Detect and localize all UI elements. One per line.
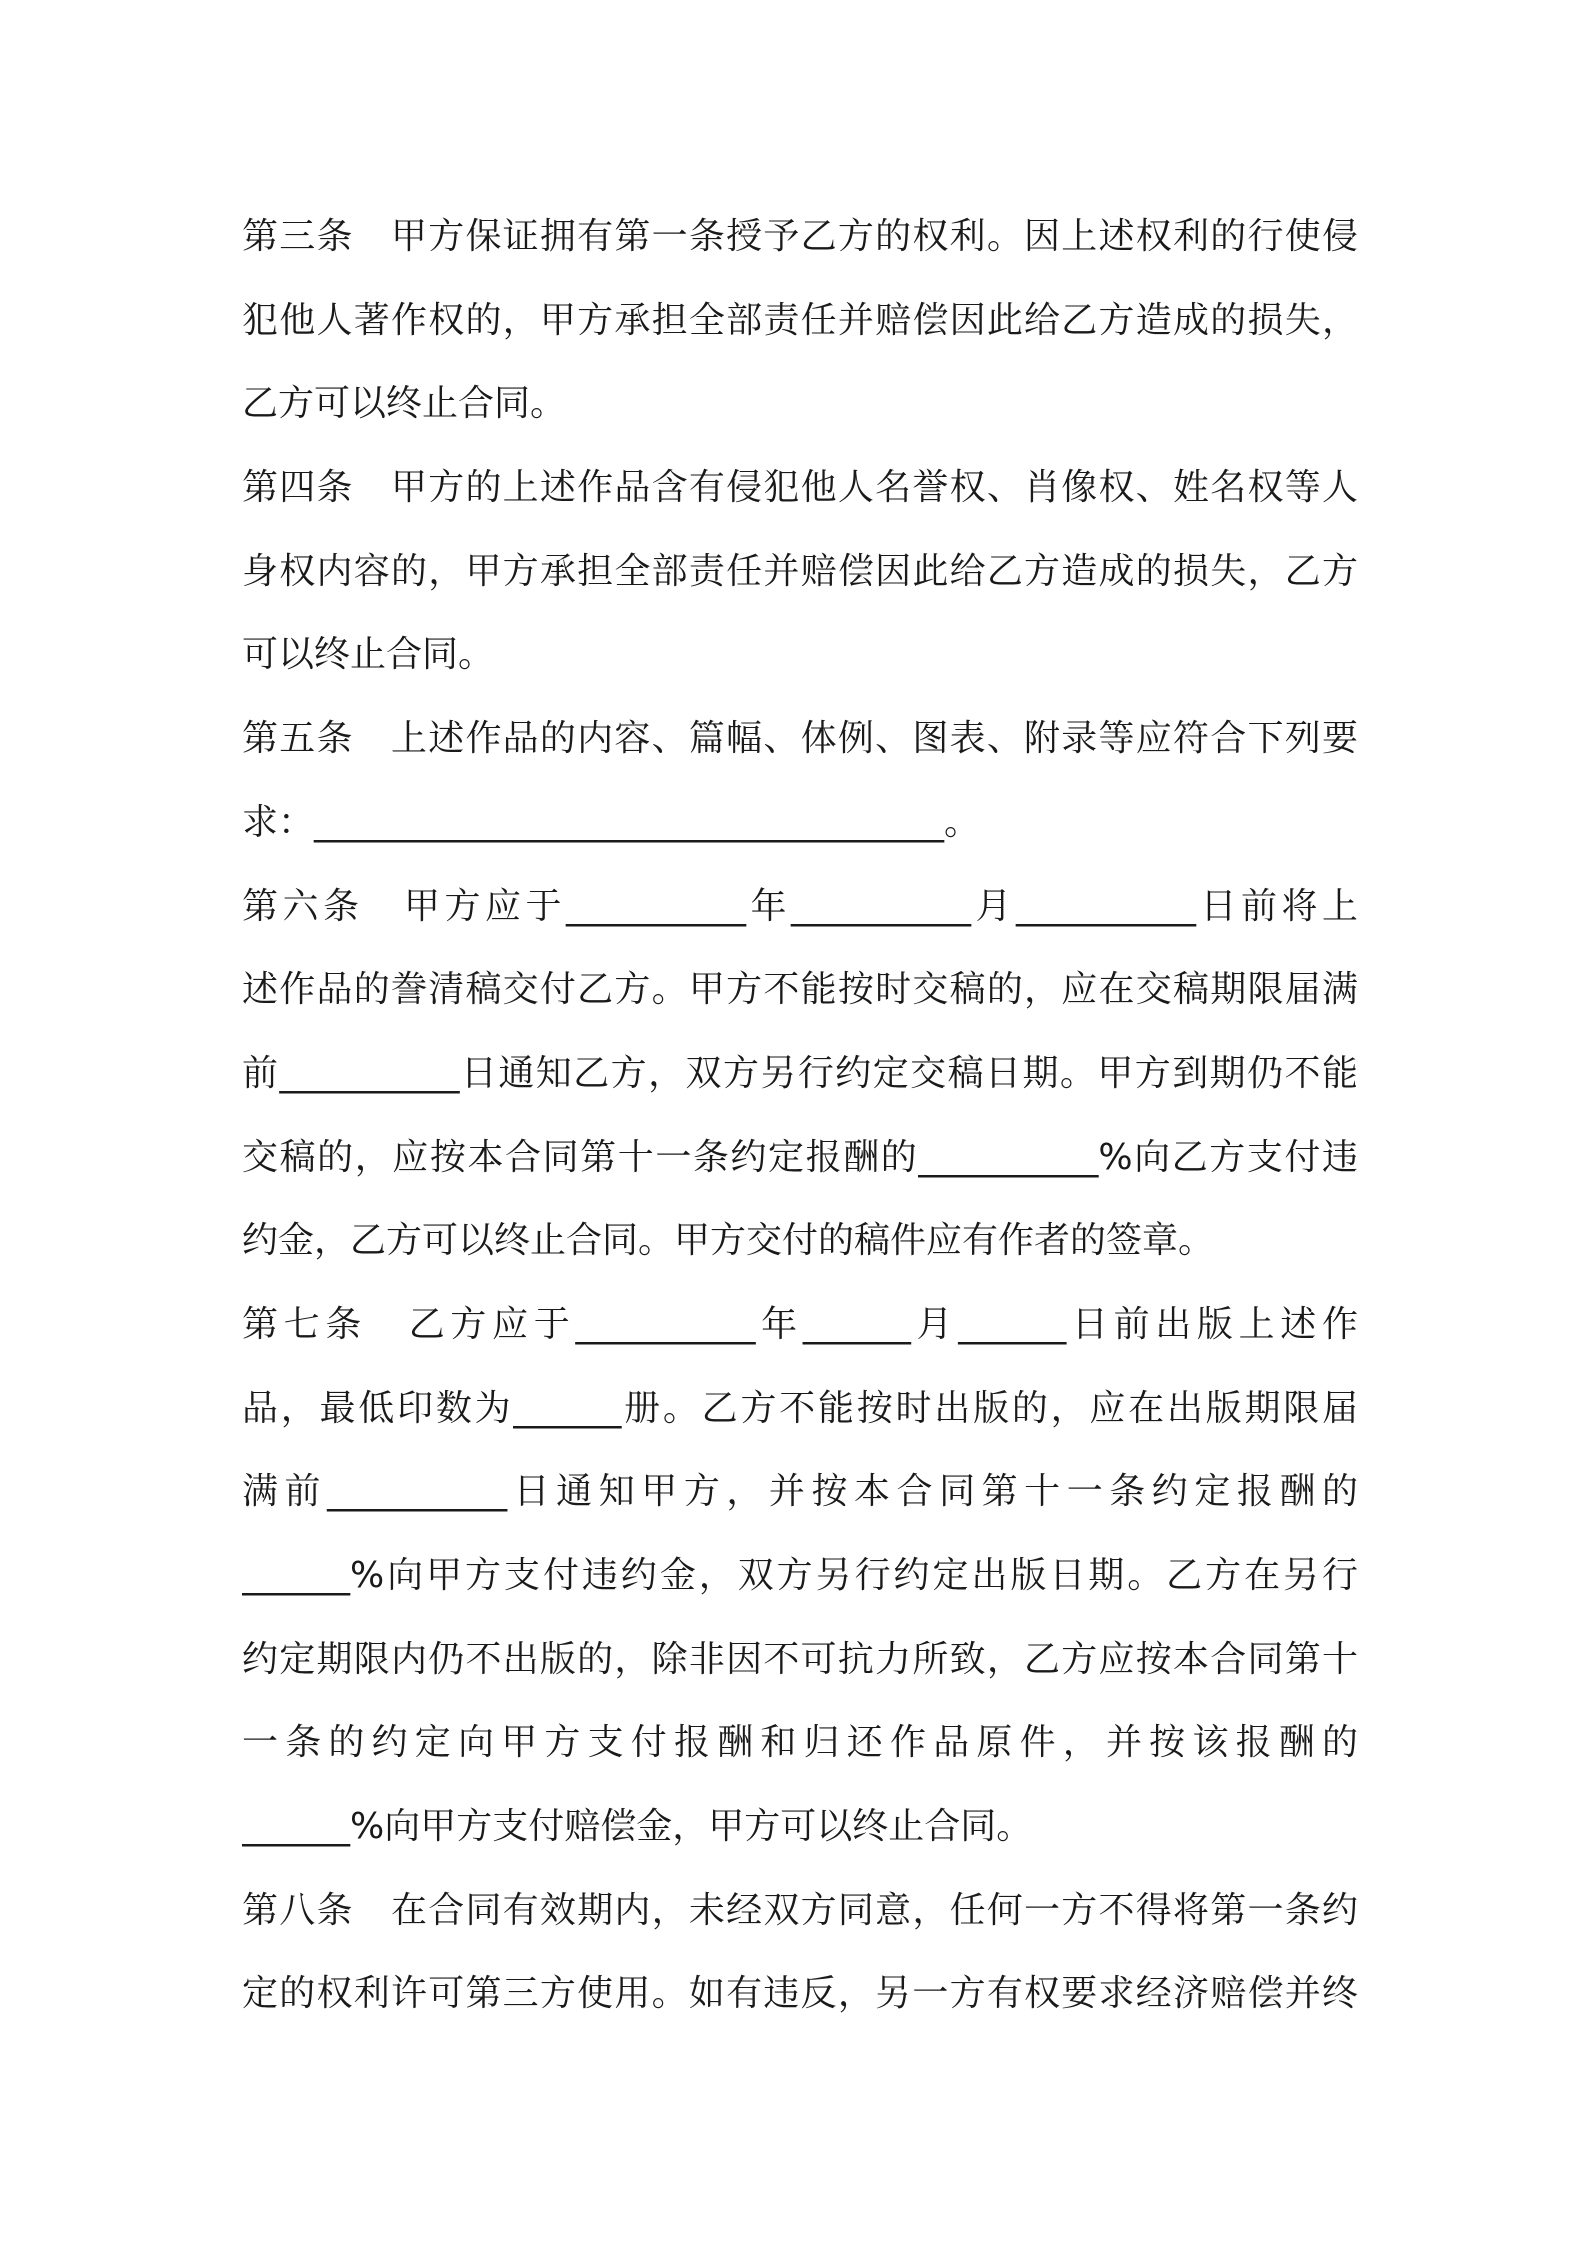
contract-text-line: 定的权利许可第三方使用。如有违反，另一方有权要求经济赔偿并终 [242, 1973, 1358, 2015]
contract-text-line: ______%向甲方支付赔偿金，甲方可以终止合同。 [242, 1806, 1033, 1848]
contract-text-line: ______%向甲方支付违约金，双方另行约定出版日期。乙方在另行 [242, 1555, 1358, 1596]
contract-text-line: 述作品的誊清稿交付乙方。甲方不能按时交稿的，应在交稿期限届满 [242, 969, 1358, 1011]
contract-text-line: 交稿的，应按本合同第十一条约定报酬的__________%向乙方支付违 [242, 1136, 1358, 1178]
contract-text-line: 第五条 上述作品的内容、篇幅、体例、图表、附录等应符合下列要 [242, 718, 1358, 760]
contract-body [242, 195, 1358, 2036]
contract-text-line: 一条的约定向甲方支付报酬和归还作品原件，并按该报酬的 [242, 1722, 1358, 1764]
contract-text-line: 第八条 在合同有效期内，未经双方同意，任何一方不得将第一条约 [242, 1889, 1358, 1931]
contract-text-line: 第七条 乙方应于__________年______月______日前出版上述作 [242, 1303, 1358, 1345]
contract-text-line: 求：___________________________________。 [242, 801, 980, 843]
contract-text-line: 满前__________日通知甲方，并按本合同第十一条约定报酬的 [242, 1471, 1358, 1513]
contract-text-line: 犯他人著作权的，甲方承担全部责任并赔偿因此给乙方造成的损失， [242, 299, 1358, 341]
contract-text-line: 可以终止合同。 [242, 634, 495, 676]
contract-text-line: 第三条 甲方保证拥有第一条授予乙方的权利。因上述权利的行使侵 [242, 216, 1358, 257]
contract-text-line: 品，最低印数为______册。乙方不能按时出版的，应在出版期限届 [242, 1387, 1358, 1429]
contract-text-line: 身权内容的，甲方承担全部责任并赔偿因此给乙方造成的损失，乙方 [242, 550, 1358, 592]
contract-text-line: 约金，乙方可以终止合同。甲方交付的稿件应有作者的签章。 [242, 1220, 1215, 1262]
contract-text-line: 第六条 甲方应于__________年__________月__________日前将上 [242, 885, 1358, 927]
contract-text-line: 约定期限内仍不出版的，除非因不可抗力所致，乙方应按本合同第十 [242, 1638, 1358, 1680]
contract-text-line: 第四条 甲方的上述作品含有侵犯他人名誉权、肖像权、姓名权等人 [242, 467, 1358, 509]
contract-text-line: 前__________日通知乙方，双方另行约定交稿日期。甲方到期仍不能 [242, 1052, 1358, 1094]
contract-text-line: 乙方可以终止合同。 [242, 383, 567, 425]
